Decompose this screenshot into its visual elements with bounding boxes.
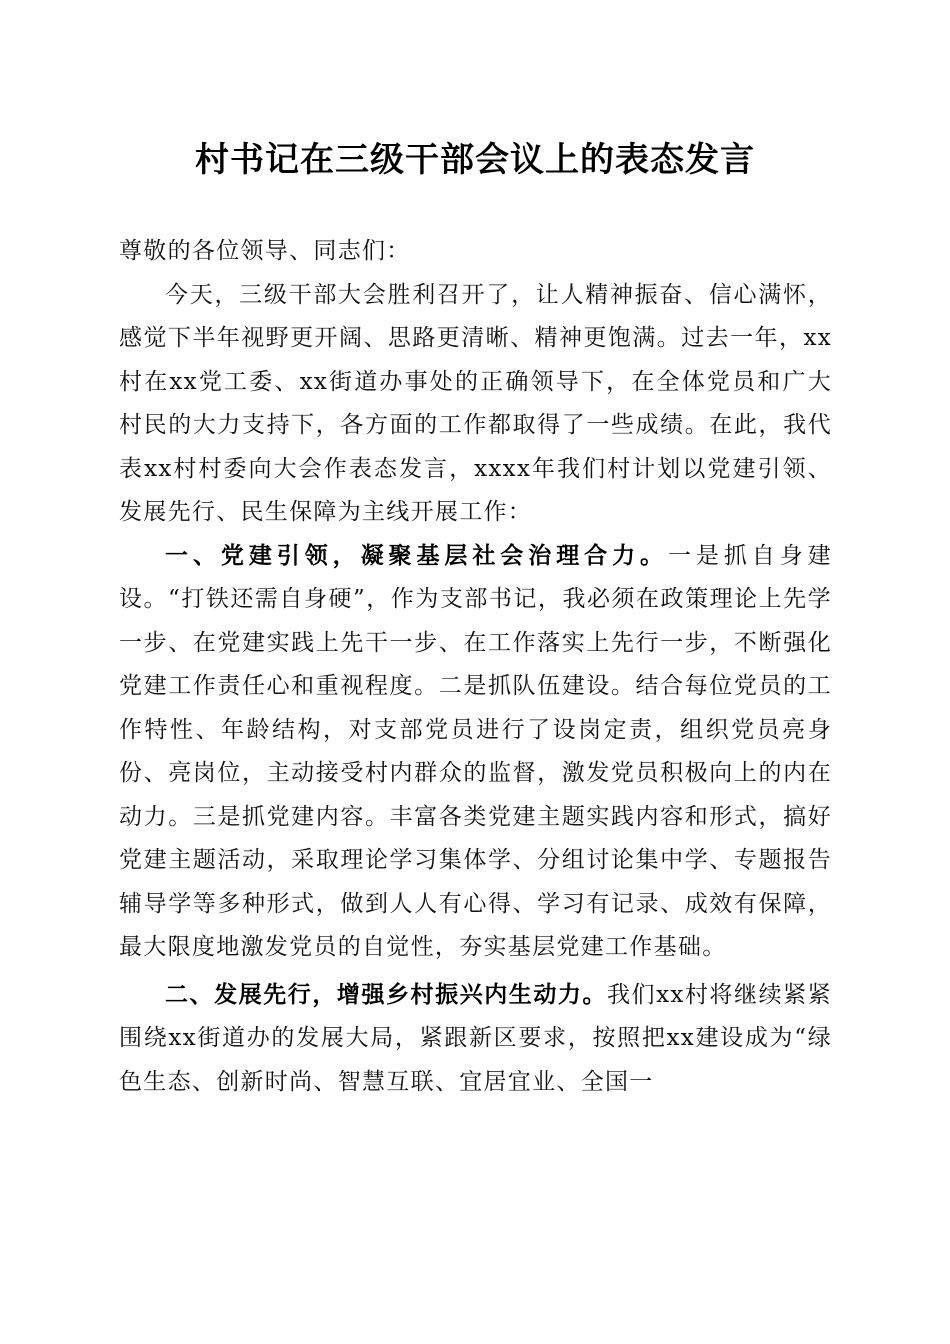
document-title: 村书记在三级干部会议上的表态发言 [195,140,755,180]
salutation: 尊敬的各位领导、同志们： [119,238,411,264]
section-1-heading: 一、党建引领，凝聚基层社会治理合力。 [165,542,668,569]
section-2-text: 我们xx村将继续紧紧围绕xx街道办的发展大局，紧跟新区要求，按照把xx建设成为“绿色生态、创新时尚、智慧互联、宜居宜业、全国一 [119,981,832,1095]
section-2-paragraph [119,974,832,1105]
document-body [119,230,832,1104]
section-1-paragraph [119,535,832,970]
section-2-heading: 二、发展先行，增强乡村振兴内生动力。 [165,981,607,1008]
intro-paragraph: 今天，三级干部大会胜利召开了，让人精神振奋、信心满怀，感觉下半年视野更开阔、思路更清晰、精神更饱满。过去一年，xx村在xx党工委、xx街道办事处的正确领导下，在全体党员和广大村民的大力支持下，各方面的工作都取得了一些成绩。在此，我代表xx村村委向大会作表态发言，xxxx年我们村计划以党建引领、发展先行、民生保障为主线开展工作： [119,281,832,525]
section-1-text: 一是抓自身建设。“打铁还需自身硬”，作为支部书记，我必须在政策理论上先学一步、在党建实践上先干一步、在工作落实上先行一步，不断强化党建工作责任心和重视程度。二是抓队伍建设。结合每位党员的工作特性、年龄结构，对支部党员进行了设岗定责，组织党员亮身份、亮岗位，主动接受村内群众的监督，激发党员积极向上的内在动力。三是抓党建内容。丰富各类党建主题实践内容和形式，搞好党建主题活动，采取理论学习集体学、分组讨论集中学、专题报告辅导学等多种形式，做到人人有心得、学习有记录、成效有保障，最大限度地激发党员的自觉性，夯实基层党建工作基础。 [119,542,832,960]
